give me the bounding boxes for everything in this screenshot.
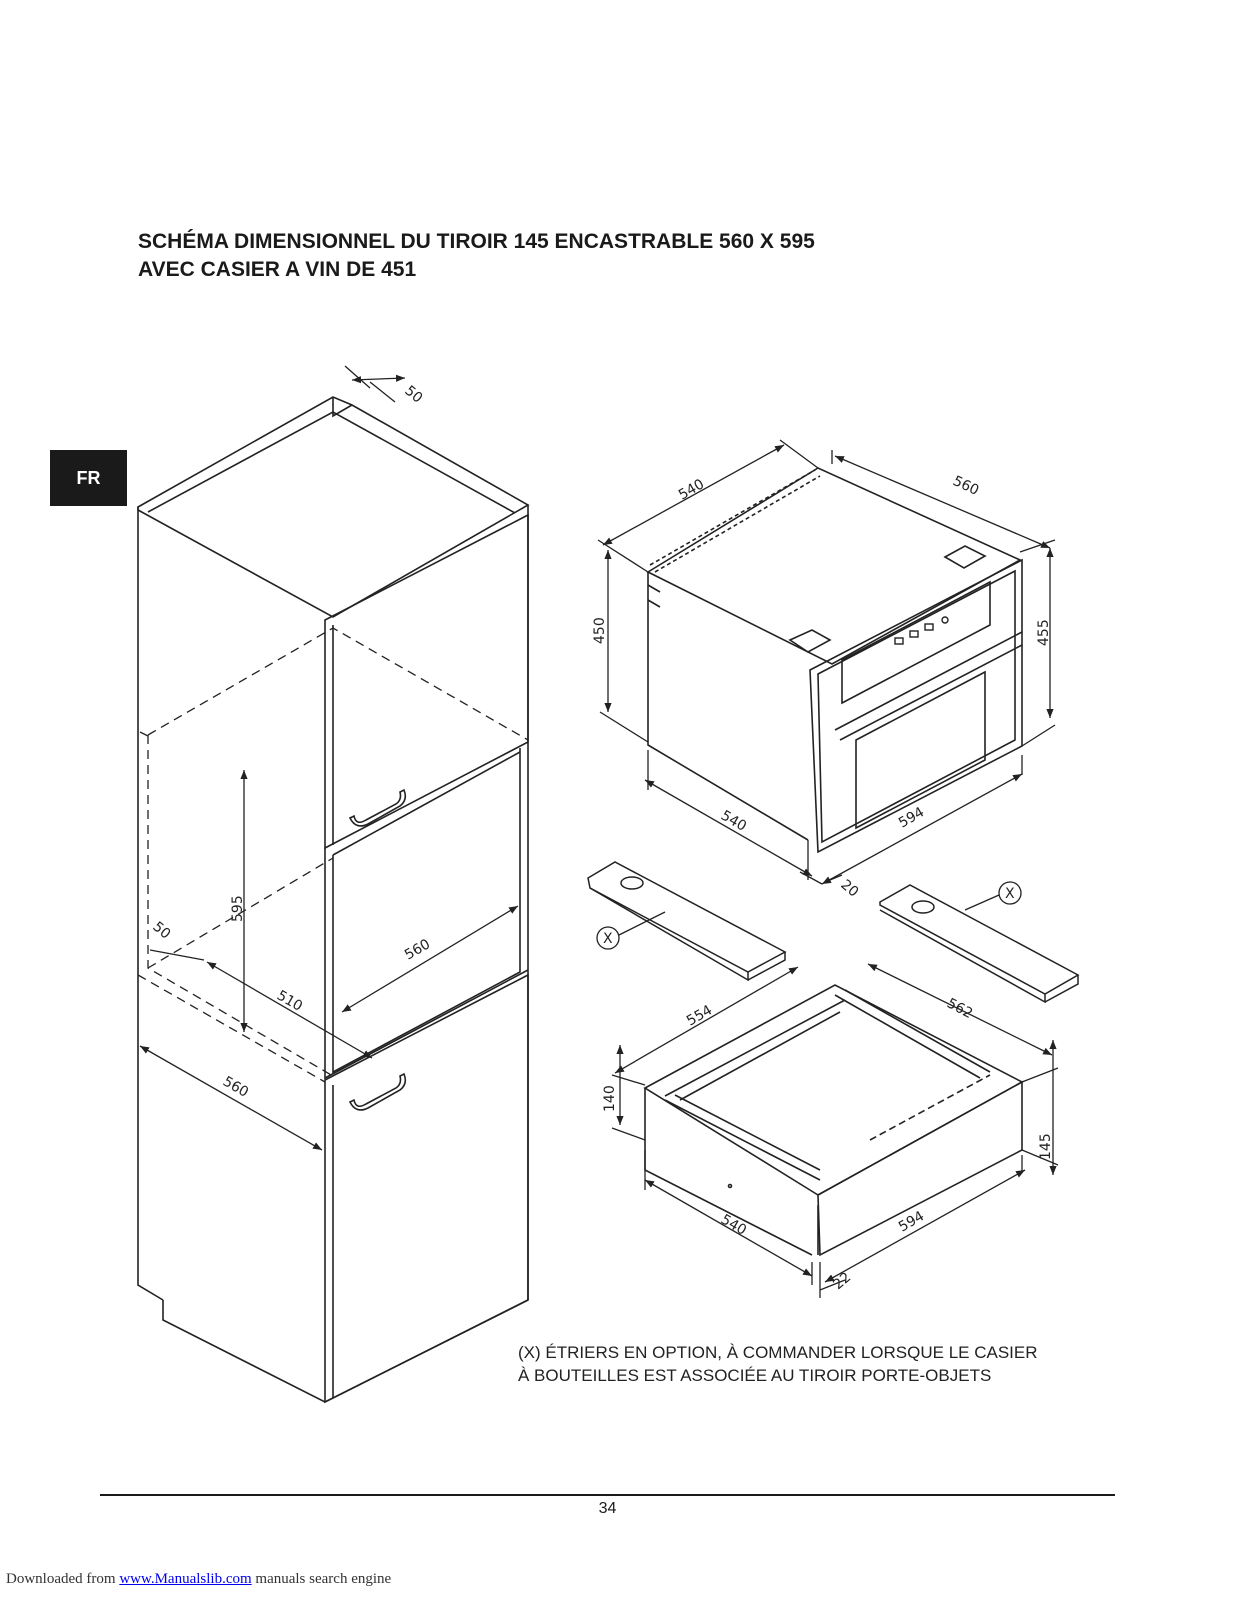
callout-right-bracket-label: X — [1005, 886, 1015, 902]
note-line-1: (X) ÉTRIERS EN OPTION, À COMMANDER LORSQUE LE CASIER — [518, 1343, 1038, 1362]
footer-divider — [100, 1494, 1115, 1496]
dim-drawer-bottom-depth: 540 — [718, 1211, 750, 1239]
dim-niche-depth: 510 — [274, 987, 306, 1015]
dim-drawer-width: 562 — [944, 995, 976, 1023]
dim-oven-front-width: 594 — [896, 804, 928, 832]
title-line-1: SCHÉMA DIMENSIONNEL DU TIROIR 145 ENCASTRABLE 560 X 595 — [138, 230, 815, 253]
warming-drawer — [645, 985, 1022, 1255]
watermark-suffix: manuals search engine — [251, 1571, 392, 1587]
language-tab: FR — [50, 450, 127, 506]
built-in-oven — [648, 468, 1022, 852]
dim-niche-inner-depth: 50 — [149, 918, 174, 943]
dimension-labels — [149, 383, 1054, 1293]
dim-niche-height: 595 — [230, 895, 246, 922]
callout-left-bracket-label: X — [603, 931, 613, 947]
dim-oven-height: 450 — [592, 617, 608, 644]
watermark-prefix: Downloaded from — [6, 1571, 120, 1587]
dim-niche-width: 560 — [402, 936, 434, 964]
bracket-callouts — [597, 882, 1021, 949]
title-line-2: AVEC CASIER A VIN DE 451 — [138, 258, 417, 281]
dim-oven-width: 560 — [950, 473, 982, 499]
dim-cabinet-top-depth: 50 — [401, 382, 426, 407]
dim-oven-front-thickness: 20 — [837, 876, 862, 901]
note-line-2: À BOUTEILLES EST ASSOCIÉE AU TIROIR PORTE-OBJETS — [518, 1366, 992, 1385]
dim-oven-bottom-depth: 540 — [718, 807, 750, 835]
dim-drawer-front-width: 594 — [896, 1208, 928, 1236]
tall-cabinet — [138, 397, 528, 1402]
dim-drawer-front-thickness: 22 — [830, 1269, 855, 1294]
dim-oven-depth: 540 — [676, 476, 708, 504]
download-watermark — [6, 1571, 391, 1588]
bracket-note — [518, 1341, 1038, 1387]
dim-cabinet-width: 560 — [220, 1073, 252, 1101]
dim-oven-front-height: 455 — [1036, 619, 1052, 646]
dim-drawer-front-height: 145 — [1038, 1133, 1054, 1160]
page-number: 34 — [598, 1500, 617, 1517]
dim-drawer-height: 140 — [602, 1085, 618, 1112]
dim-drawer-depth: 554 — [684, 1002, 716, 1030]
manualslib-link[interactable]: www.Manualslib.com — [119, 1571, 252, 1587]
